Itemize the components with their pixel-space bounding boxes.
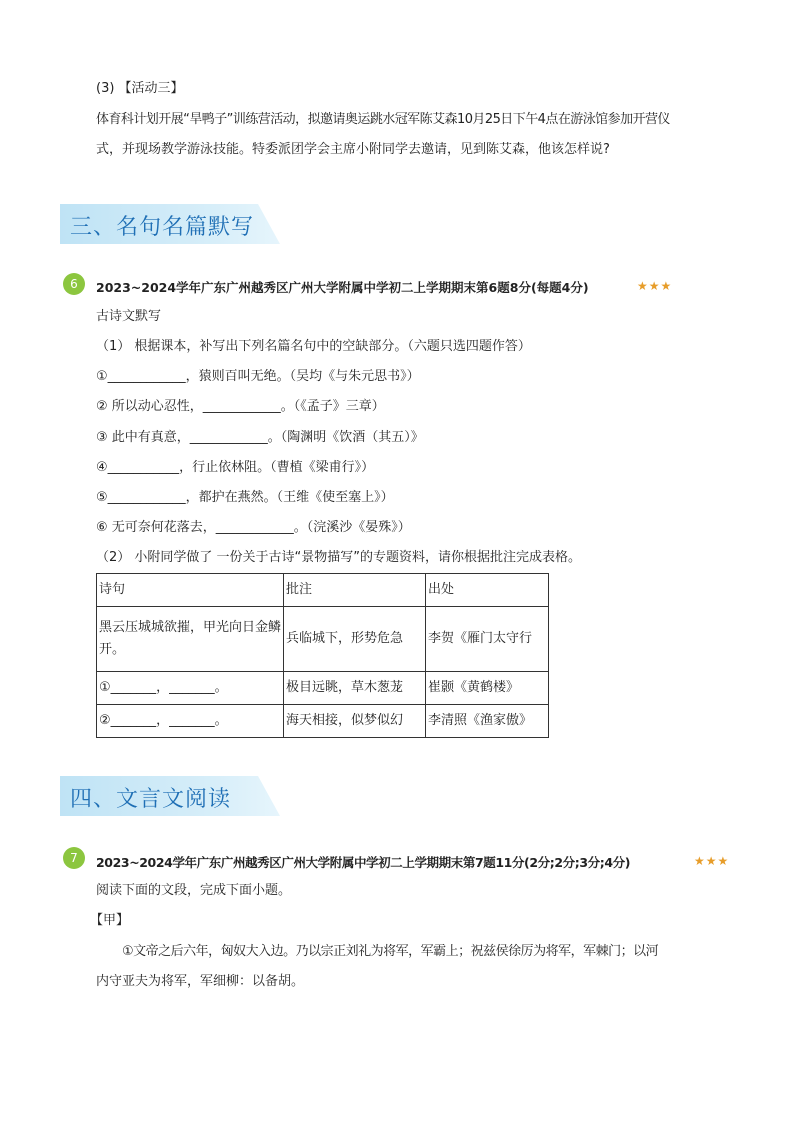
q7-paragraph-line1: ①文帝之后六年，匈奴大入边。乃以宗正刘礼为将军，军霸上；祝兹侯徐厉为将军，军棘门；以河 <box>122 944 659 959</box>
poem-table <box>96 573 549 738</box>
q6-item: ② 所以动心忍性，____________。（《孟子》三章） <box>96 399 385 414</box>
table-cell: 兵临城下，形势危急 <box>284 607 426 672</box>
table-cell: ②_______，_______。 <box>97 705 284 738</box>
q7-header: 2023~2024学年广东广州越秀区广州大学附属中学初二上学期期末第7题11分(2分;2分;3分;4分) <box>96 855 631 870</box>
table-header-row <box>97 574 549 607</box>
table-cell: 黑云压城城欲摧，甲光向日金鳞开。 <box>97 607 284 672</box>
section3-title: 三、名句名篇默写 <box>70 215 255 240</box>
q6-item: ⑥ 无可奈何花落去，____________。（浣溪沙《晏殊》） <box>96 520 411 535</box>
activity3-label: (3) 【活动三】 <box>96 81 184 96</box>
section3-banner <box>60 204 280 244</box>
q6-number-badge: 6 <box>63 273 85 295</box>
q6-item: ⑤____________，都护在燕然。（王维《使至塞上》） <box>96 490 394 505</box>
q7-difficulty-stars: ★★★ <box>694 854 730 868</box>
q6-item: ③ 此中有真意，____________。（陶渊明《饮酒（其五）》 <box>96 430 424 445</box>
q6-item: ①____________，猿则百叫无绝。（吴均《与朱元思书》） <box>96 369 420 384</box>
table-cell: 李贺《雁门太守行 <box>426 607 549 672</box>
q6-intro: 古诗文默写 <box>96 309 162 324</box>
q6-part2: （2） 小附同学做了 一份关于古诗“景物描写”的专题资料，请你根据批注完成表格。 <box>96 550 582 565</box>
q6-part1: （1） 根据课本，补写出下列名篇名句中的空缺部分。（六题只选四题作答） <box>96 339 531 354</box>
section4-banner <box>60 776 280 816</box>
table-header-cell: 批注 <box>284 574 426 607</box>
q7-intro: 阅读下面的文段，完成下面小题。 <box>96 883 292 898</box>
q7-paragraph-line2: 内守亚夫为将军，军细柳：以备胡。 <box>96 974 305 989</box>
table-row <box>97 607 549 672</box>
q6-header: 2023~2024学年广东广州越秀区广州大学附属中学初二上学期期末第6题8分(每题4分) <box>96 280 589 295</box>
q7-number-badge: 7 <box>63 847 85 869</box>
q6-difficulty-stars: ★★★ <box>637 279 673 293</box>
table-header-cell: 出处 <box>426 574 549 607</box>
table-cell: 海天相接，似梦似幻 <box>284 705 426 738</box>
table-row <box>97 672 549 705</box>
table-header-cell: 诗句 <box>97 574 284 607</box>
table-cell: 崔颢《黄鹤楼》 <box>426 672 549 705</box>
table-cell: ①_______，_______。 <box>97 672 284 705</box>
q7-jia-label: 【甲】 <box>90 913 130 928</box>
activity3-line1: 体育科计划开展“旱鸭子”训练营活动，拟邀请奥运跳水冠军陈艾森10月25日下午4点在游泳馆参加开营仪 <box>96 112 670 127</box>
table-cell: 极目远眺，草木葱茏 <box>284 672 426 705</box>
table-cell: 李清照《渔家傲》 <box>426 705 549 738</box>
activity3-line2: 式，并现场教学游泳技能。特委派团学会主席小附同学去邀请，见到陈艾森，他该怎样说? <box>96 142 610 157</box>
q6-item: ④___________，行止依林阻。（曹植《梁甫行》） <box>96 460 375 475</box>
section4-title: 四、文言文阅读 <box>70 787 232 812</box>
table-row <box>97 705 549 738</box>
